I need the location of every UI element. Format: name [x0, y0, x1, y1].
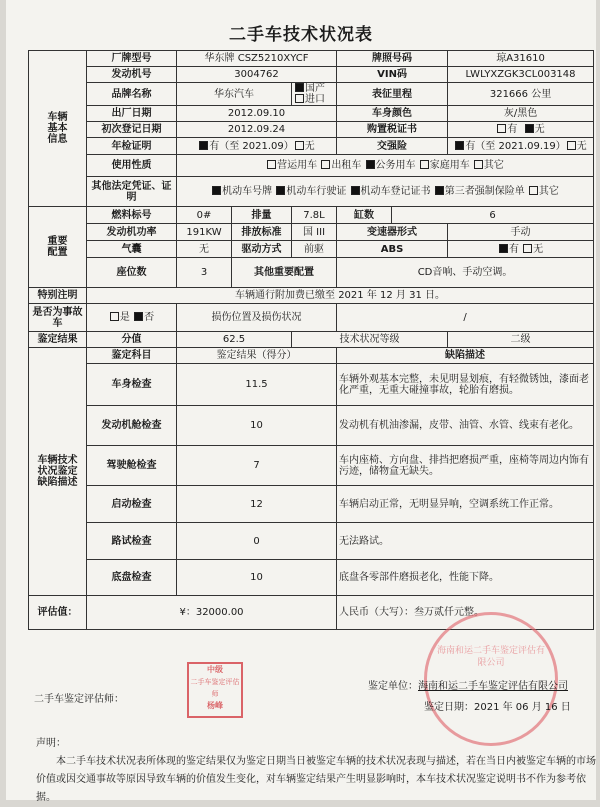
label-other-config: 其他重要配置: [232, 258, 337, 288]
checkbox-usage-1: [267, 160, 276, 169]
value-emission: 国 III: [292, 224, 337, 241]
condition-table: [28, 50, 594, 630]
abs-options: 有 无: [448, 241, 594, 258]
label-seats: 座位数: [87, 258, 177, 288]
defect-desc: 无法路试。: [337, 523, 594, 560]
row-reg-date: [29, 122, 594, 138]
label-score: 分值: [87, 332, 177, 348]
value-score: 62.5: [177, 332, 292, 348]
row-special: [29, 288, 594, 304]
label-mfg-date: 出厂日期: [87, 106, 177, 122]
declaration: [36, 735, 596, 807]
label-plate: 牌照号码: [337, 51, 448, 67]
row-defect-header: [29, 348, 594, 364]
declaration-title: 声明：: [36, 738, 66, 749]
value-seats: 3: [177, 258, 232, 288]
defect-item: 驾驶舱检查: [87, 446, 177, 486]
checkbox-accident-yes: [110, 312, 119, 321]
tax-cert-options: 有 无: [448, 122, 594, 138]
label-drive: 驱动方式: [232, 241, 292, 258]
declaration-text: 本二手车技术状况表所体现的鉴定结果仅为鉴定日期当日被鉴定车辆的技术状况表现与描述，若在当日内被鉴定车辆的市场价值或因交通事故等原因导致车辆的价值发生变化，对车辆鉴定结果产生明显影响时，本车技术状况鉴定说明书不作为参考依据。: [36, 756, 596, 803]
defect-score: 10: [177, 406, 337, 446]
checkbox-abs-no: [523, 244, 532, 253]
label-result: 鉴定结果: [29, 332, 87, 348]
value-brand-model: 华东牌 CSZ5210XYCF: [177, 51, 337, 67]
date-line: 鉴定日期：2021 年 06 月 16 日: [424, 702, 571, 713]
label-value: 评估值：: [29, 596, 87, 630]
value-reg-date: 2012.09.24: [177, 122, 337, 138]
value-other-config: CD音响、手动空调。: [337, 258, 594, 288]
defect-score: 0: [177, 523, 337, 560]
defect-score: 11.5: [177, 364, 337, 406]
table-row: [29, 446, 594, 486]
defect-desc: 车内座椅、方向盘、排挡把磨损严重，座椅等周边内饰有污迹，储物盒无缺失。: [337, 446, 594, 486]
table-row: [29, 364, 594, 406]
defect-score: 10: [177, 560, 337, 596]
defect-item: 发动机舱检查: [87, 406, 177, 446]
label-special: 特别注明: [29, 288, 87, 304]
section-config: 重要 配置: [29, 207, 87, 288]
value-damage: /: [337, 304, 594, 332]
value-amount: ¥：32000.00: [87, 596, 337, 630]
value-fuel: 0#: [177, 207, 232, 224]
company-seal: 海南和运二手车鉴定评估有限公司: [424, 612, 558, 746]
insurance-options: 有（至 2021.09.19） 无: [448, 138, 594, 155]
header-item: 鉴定科目: [87, 348, 177, 364]
label-airbag: 气囊: [87, 241, 177, 258]
defect-desc: 车辆外观基本完整，未见明显划痕，有轻微锈蚀，漆面老化严重，无重大碰撞事故，轮胎有磨损。: [337, 364, 594, 406]
value-plate: 琼A31610: [448, 51, 594, 67]
label-grade: 技术状况等级: [292, 332, 448, 348]
section-defects: 车辆技术 状况鉴定 缺陷描述: [29, 348, 87, 596]
defect-desc: 发动机有机油渗漏，皮带、油管、水管、线束有老化。: [337, 406, 594, 446]
defect-item: 底盘检查: [87, 560, 177, 596]
value-in-words: 人民币（大写）：叁万贰仟元整。: [337, 596, 594, 630]
label-inspection: 年检证明: [87, 138, 177, 155]
document-page: [6, 0, 596, 803]
inspection-options: 有（至 2021.09） 无: [177, 138, 337, 155]
row-fuel: [29, 207, 594, 224]
label-displacement: 排量: [232, 207, 292, 224]
checkbox-usage-2: [321, 160, 330, 169]
checkbox-tax-yes: [497, 124, 506, 133]
value-engine-no: 3004762: [177, 67, 337, 83]
page-title: 二手车技术状况表: [229, 25, 373, 45]
value-power: 191KW: [177, 224, 232, 241]
value-vin: LWLYXZGK3CL003148: [448, 67, 594, 83]
label-damage: 损伤位置及损伤状况: [177, 304, 337, 332]
row-engine-no: [29, 67, 594, 83]
checkbox-domestic: [295, 83, 304, 92]
label-accident: 是否为事故车: [29, 304, 87, 332]
row-certificates: [29, 177, 594, 207]
label-emission: 排放标准: [232, 224, 292, 241]
table-row: [29, 406, 594, 446]
table-row: [29, 560, 594, 596]
label-transmission: 变速器形式: [337, 224, 448, 241]
defect-item: 启动检查: [87, 486, 177, 523]
value-mfg-date: 2012.09.10: [177, 106, 337, 122]
checkbox-cert-2: [276, 186, 285, 195]
value-drive: 前驱: [292, 241, 337, 258]
label-cylinders: 缸数: [337, 207, 392, 224]
section-basic-info: 车辆 基本 信息: [29, 51, 87, 207]
label-tax-cert: 购置税证书: [337, 122, 448, 138]
defect-score: 12: [177, 486, 337, 523]
checkbox-insurance-yes: [455, 141, 464, 150]
value-displacement: 7.8L: [292, 207, 337, 224]
row-power: [29, 224, 594, 241]
header-score: 鉴定结果（得分）: [177, 348, 337, 364]
defect-desc: 底盘各零部件磨损老化，性能下降。: [337, 560, 594, 596]
checkbox-cert-1: [212, 186, 221, 195]
row-result: [29, 332, 594, 348]
row-brand-model: [29, 51, 594, 67]
row-accident: [29, 304, 594, 332]
checkbox-cert-4: [435, 186, 444, 195]
row-seats: [29, 258, 594, 288]
value-color: 灰/黑色: [448, 106, 594, 122]
label-certificates: 其他法定凭证、证明: [87, 177, 177, 207]
checkbox-import: [295, 94, 304, 103]
label-fuel: 燃料标号: [87, 207, 177, 224]
checkbox-tax-no: [525, 124, 534, 133]
row-brand-name: [29, 83, 594, 106]
label-color: 车身颜色: [337, 106, 448, 122]
defect-item: 路试检查: [87, 523, 177, 560]
header-desc: 缺陷描述: [337, 348, 594, 364]
label-insurance: 交强险: [337, 138, 448, 155]
checkbox-abs-yes: [499, 244, 508, 253]
origin-options: 国产进口: [292, 83, 337, 106]
defect-desc: 车辆启动正常，无明显异响，空调系统工作正常。: [337, 486, 594, 523]
appraiser-seal: 中级 二手车鉴定评估师 杨峰: [187, 662, 243, 718]
checkbox-usage-4: [420, 160, 429, 169]
checkbox-insurance-no: [567, 141, 576, 150]
label-mileage: 表征里程: [337, 83, 448, 106]
value-cylinders: 6: [392, 207, 594, 224]
value-mileage: 321666 公里: [448, 83, 594, 106]
value-special: 车辆通行附加费已缴至 2021 年 12 月 31 日。: [87, 288, 594, 304]
checkbox-inspection-yes: [199, 141, 208, 150]
row-mfg-date: [29, 106, 594, 122]
checkbox-usage-5: [474, 160, 483, 169]
usage-options: 营运用车 出租车 公务用车 家庭用车 其它: [177, 155, 594, 177]
value-grade: 二级: [448, 332, 594, 348]
value-transmission: 手动: [448, 224, 594, 241]
row-inspection: [29, 138, 594, 155]
label-reg-date: 初次登记日期: [87, 122, 177, 138]
label-power: 发动机功率: [87, 224, 177, 241]
label-brand-model: 厂牌型号: [87, 51, 177, 67]
defect-score: 7: [177, 446, 337, 486]
checkbox-cert-3: [351, 186, 360, 195]
row-usage: [29, 155, 594, 177]
checkbox-inspection-no: [295, 141, 304, 150]
label-vin: VIN码: [337, 67, 448, 83]
table-row: [29, 523, 594, 560]
label-abs: ABS: [337, 241, 448, 258]
table-row: [29, 486, 594, 523]
appraiser-label: 二手车鉴定评估师：: [34, 694, 124, 705]
value-airbag: 无: [177, 241, 232, 258]
unit-line: 鉴定单位：海南和运二手车鉴定评估有限公司: [368, 681, 568, 692]
label-brand-name: 品牌名称: [87, 83, 177, 106]
checkbox-usage-3: [366, 160, 375, 169]
defect-item: 车身检查: [87, 364, 177, 406]
accident-options: 是 否: [87, 304, 177, 332]
value-brand-name: 华东汽车: [177, 83, 292, 106]
certificate-options: 机动车号牌 机动车行驶证 机动车登记证书 第三者强制保险单 其它: [177, 177, 594, 207]
row-airbag: [29, 241, 594, 258]
label-usage: 使用性质: [87, 155, 177, 177]
label-engine-no: 发动机号: [87, 67, 177, 83]
checkbox-accident-no: [134, 312, 143, 321]
checkbox-cert-5: [529, 186, 538, 195]
